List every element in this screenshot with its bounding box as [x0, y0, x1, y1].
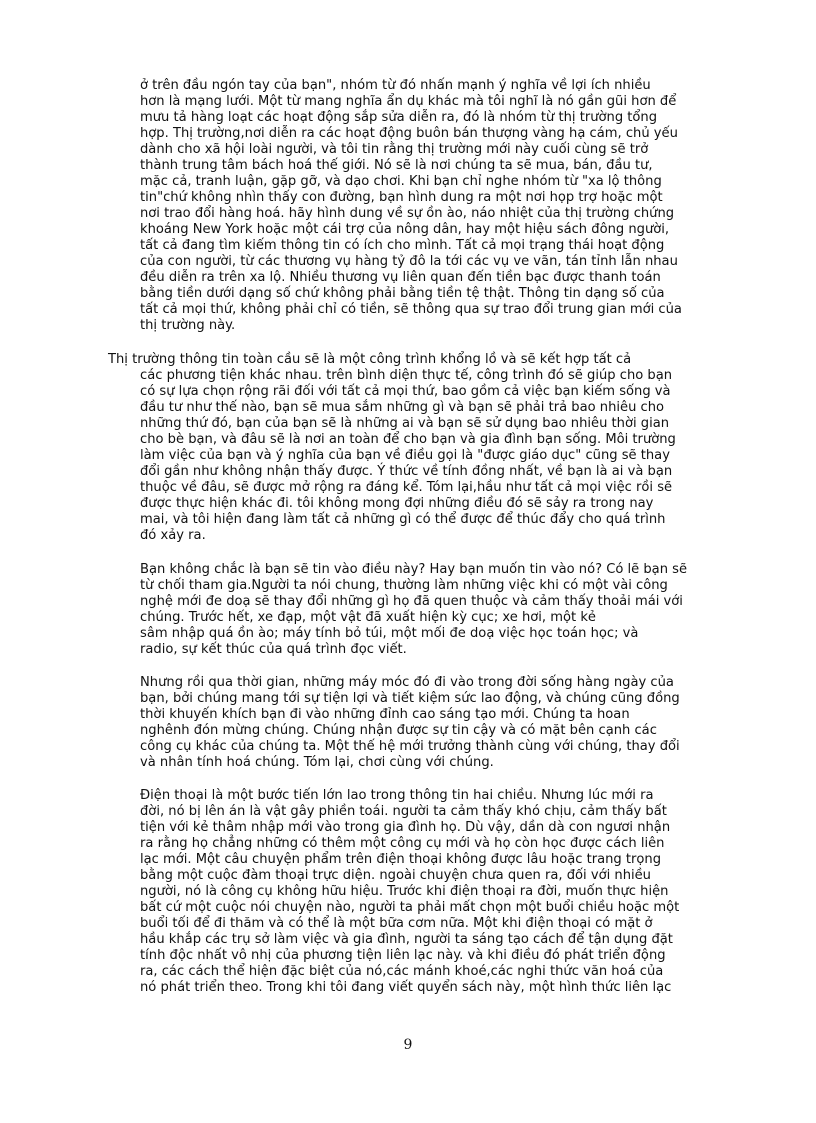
text-line: ra, các cách thể hiện đặc biệt của nó,các mánh khoé,các nghi thức văn hoá của [140, 964, 664, 979]
text-line: tin"chứ không nhìn thấy con đường, bạn hình dung ra một nơi họp trợ hoặc một [140, 190, 663, 205]
text-line: thuộc về đâu, sẽ được mở rộng ra đáng kể. Tóm lại,hầu như tất cả mọi việc rồi sẽ [140, 480, 673, 495]
text-line: đầu tư như thế nào, bạn sẽ mua sắm những gì và bạn sẽ phải trả bao nhiêu cho [140, 400, 665, 415]
text-line: mưu tả hàng loạt các hoạt động sắp sửa diễn ra, đó là nhóm từ thị trường tổng [140, 110, 658, 125]
text-line: hơn là mạng lưới. Một từ mang nghĩa ẩn dụ khác mà tôi nghĩ là nó gần gũi hơn để [140, 94, 677, 109]
text-line: bằng một cuộc đàm thoại trực diện. ngoài chuyện chưa quen ra, đối với nhiều [140, 868, 651, 883]
text-line: nghệ mới đe doạ sẽ thay đổi những gì họ đã quen thuộc và cảm thấy thoải mái với [140, 594, 683, 609]
paragraph-2 [108, 352, 676, 544]
text-line: buổi tối để đi thăm và có thể là một bữa cơm nữa. Một khi điện thoại có mặt ở [140, 916, 653, 931]
text-line: tính độc nhất vô nhị của phương tiện liên lạc này. và khi điều đó phát triển động [140, 948, 666, 963]
text-line: tất cả đang tìm kiếm thông tin có ích cho mình. Tất cả mọi trạng thái hoạt động [140, 238, 665, 253]
paragraph-3 [140, 562, 702, 658]
text-line: nó phát triển theo. Trong khi tôi đang viết quyển sách này, một hình thức liên lạc [140, 980, 672, 995]
text-line: đổi gần như không nhận thấy được. Ý thức về tính đồng nhất, về bạn là ai và bạn [140, 464, 673, 479]
text-line: được thực hiện khác đi. tôi không mong đợi những điều đó sẽ sảy ra trong nay [140, 496, 654, 511]
text-line: những thứ đó, bạn của bạn sẽ là những ai và bạn sẽ sử dụng bao nhiêu thời gian [140, 416, 670, 431]
text-line: radio, sự kết thúc của quá trình đọc viết. [140, 642, 407, 657]
text-line: nghênh đón mừng chúng. Chúng nhận được sự tin cậy và có mặt bên cạnh các [140, 723, 657, 738]
text-line: các phương tiện khác nhau. trên bình diện thực tế, công trình đó sẽ giúp cho bạn [140, 368, 673, 383]
text-line: bằng tiền dưới dạng số chứ không phải bằng tiền tệ thật. Thông tin dạng số của [140, 286, 665, 301]
text-line: bạn, bởi chúng mang tới sự tiện lợi và tiết kiệm sức lao động, và chúng cũng đồng [140, 691, 680, 706]
text-line: lạc mới. Một câu chuyện phẩm trên điện thoại không được lâu hoặc trang trọng [140, 852, 662, 867]
text-line: Thị trường thông tin toàn cầu sẽ là một công trình khổng lồ và sẽ kết hợp tất cả [108, 352, 632, 367]
text-line: mai, và tôi hiện đang làm tất cả những gì có thể được để thúc đẩy cho quá trình [140, 512, 666, 527]
text-line: tất cả mọi thứ, không phải chỉ có tiền, sẽ thông qua sự trao đổi trung gian mới của [140, 302, 682, 317]
text-line: bất cứ một cuộc nói chuyện nào, người ta phải mất chọn một buổi chiều hoặc một [140, 900, 680, 915]
text-line: có sự lựa chọn rộng rãi đối với tất cả mọi thứ, bao gồm cả việc bạn kiếm sống và [140, 384, 671, 399]
text-line: khoáng New York hoặc một cái trợ của nông dân, hay một hiệu sách đông người, [140, 222, 670, 237]
text-line: mặc cả, tranh luận, gặp gỡ, và dạo chơi. Khi bạn chỉ nghe nhóm từ "xa lộ thông [140, 174, 662, 189]
text-line: công cụ khác của chúng ta. Một thế hệ mới trưởng thành cùng với chúng, thay đổi [140, 739, 680, 754]
text-line: cho bè bạn, và đâu sẽ là nơi an toàn để cho bạn và gia đình bạn sống. Môi trường [140, 432, 676, 447]
page-number: 9 [403, 1037, 413, 1053]
text-line: thành trung tâm bách hoá thế giới. Nó sẽ là nơi chúng ta sẽ mua, bán, đầu tư, [140, 158, 653, 173]
text-line: và nhân tính hoá chúng. Tóm lại, chơi cùng với chúng. [140, 755, 494, 770]
text-line: làm việc của bạn và ý nghĩa của bạn về điều gọi là "được giáo dục" cũng sẽ thay [140, 448, 670, 463]
text-line: đều diễn ra trên xa lộ. Nhiều thương vụ liên quan đến tiền bạc được thanh toán [140, 270, 661, 285]
text-line: Bạn không chắc là bạn sẽ tin vào điều này? Hay bạn muốn tin vào nó? Có lẽ bạn sẽ [140, 562, 688, 577]
text-line: sâm nhập quá ồn ào; máy tính bỏ túi, một mối đe doạ việc học toán học; và [140, 626, 639, 641]
text-line: hầu khắp các trụ sở làm việc và gia đình, người ta sáng tạo cách để tận dụng đặt [140, 932, 673, 947]
text-line: tiện với kẻ thâm nhập mới vào trong gia đình họ. Dù vậy, dần dà con ngươi nhận [140, 820, 671, 835]
text-line: đời, nó bị lên án là vật gây phiền toái. người ta cảm thấy khó chịu, cảm thấy bất [140, 804, 667, 819]
paragraph-4 [140, 675, 702, 771]
text-line: ở trên đầu ngón tay của bạn", nhóm từ đó nhấn mạnh ý nghĩa về lợi ích nhiều [140, 78, 651, 93]
paragraph-1 [140, 78, 702, 334]
text-line: người, nó là công cụ không hữu hiệu. Trước khi điện thoại ra đời, muốn thực hiện [140, 884, 669, 899]
paragraph-5 [140, 788, 702, 996]
text-line: từ chối tham gia.Người ta nói chung, thường làm những việc khi có một vài công [140, 578, 668, 593]
text-line: chúng. Trước hết, xe đạp, một vật đã xuất hiện kỳ cục; xe hơi, một kẻ [140, 610, 596, 625]
text-line: đó xảy ra. [140, 528, 206, 543]
text-line: của con người, từ các thương vụ hàng tỷ đô la tới các vụ ve vãn, tán tỉnh lẫn nhau [140, 254, 678, 269]
text-line: thị trường này. [140, 318, 236, 333]
text-line: nơi trao đổi hàng hoá. hãy hình dung về sự ồn ào, náo nhiệt của thị trường chứng [140, 206, 675, 221]
text-line: hợp. Thị trường,nơi diễn ra các hoạt động buôn bán thượng vàng hạ cám, chủ yếu [140, 126, 678, 141]
text-line: thời khuyến khích bạn đi vào những đỉnh cao sáng tạo mới. Chúng ta hoan [140, 707, 630, 722]
text-line: Nhưng rồi qua thời gian, những máy móc đó đi vào trong đời sống hàng ngày của [140, 675, 674, 690]
text-line: ra rằng họ chẳng những có thêm một công cụ mới và họ còn học được cách liên [140, 836, 665, 851]
text-line: dành cho xã hội loài người, và tôi tin rằng thị trường mới này cuối cùng sẽ trở [140, 142, 649, 157]
text-line: Điện thoại là một bước tiến lớn lao trong thông tin hai chiều. Nhưng lúc mới ra [140, 788, 654, 803]
